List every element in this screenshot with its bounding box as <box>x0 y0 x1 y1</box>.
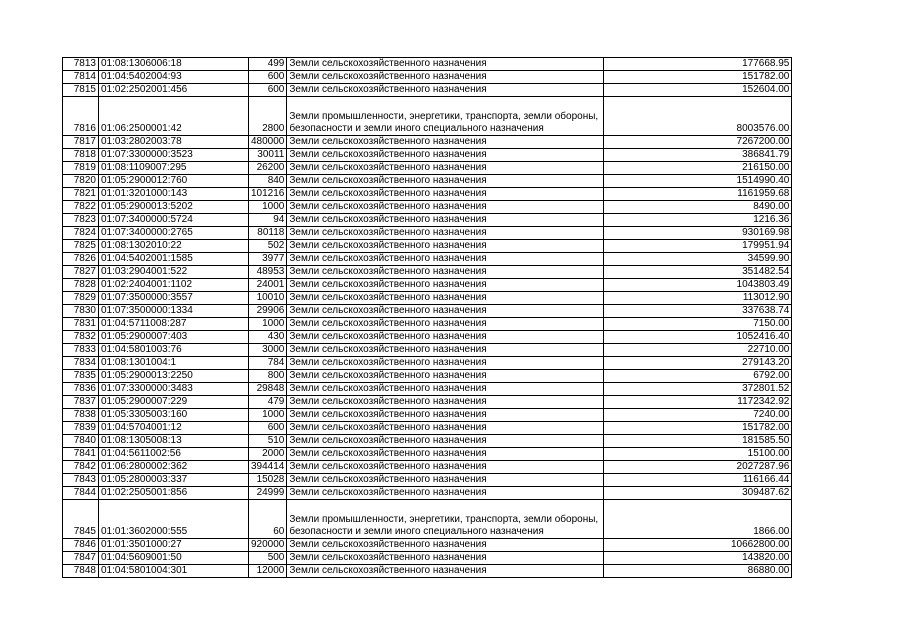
land-category-cell: Земли сельскохозяйственного назначения <box>287 162 604 175</box>
land-category-cell: Земли сельскохозяйственного назначения <box>287 370 604 383</box>
area-cell: 10010 <box>249 292 287 305</box>
cadastral-value-cell: 279143.20 <box>604 357 792 370</box>
area-cell: 3977 <box>249 253 287 266</box>
row-number-cell: 7827 <box>63 266 99 279</box>
cadastral-value-cell: 372801.52 <box>604 383 792 396</box>
land-category-cell: Земли сельскохозяйственного назначения <box>287 448 604 461</box>
cadastral-number-cell: 01:04:5611002:56 <box>99 448 249 461</box>
land-category-cell: Земли сельскохозяйственного назначения <box>287 409 604 422</box>
land-category-cell: Земли сельскохозяйственного назначения <box>287 318 604 331</box>
cadastral-number-cell: 01:02:2404001:1102 <box>99 279 249 292</box>
row-number-cell: 7829 <box>63 292 99 305</box>
area-cell: 499 <box>249 58 287 71</box>
cadastral-value-cell: 8003576.00 <box>604 97 792 136</box>
cadastral-number-cell: 01:04:5801003:76 <box>99 344 249 357</box>
table-row <box>63 461 792 474</box>
cadastral-number-cell: 01:07:3300000:3483 <box>99 383 249 396</box>
cadastral-value-cell: 337638.74 <box>604 305 792 318</box>
row-number-cell: 7836 <box>63 383 99 396</box>
area-cell: 600 <box>249 84 287 97</box>
land-category-cell: Земли сельскохозяйственного назначения <box>287 214 604 227</box>
table-row <box>63 227 792 240</box>
cadastral-number-cell: 01:05:2900012:760 <box>99 175 249 188</box>
land-category-cell: Земли сельскохозяйственного назначения <box>287 539 604 552</box>
row-number-cell: 7826 <box>63 253 99 266</box>
cadastral-number-cell: 01:02:2505001:856 <box>99 487 249 500</box>
cadastral-value-cell: 309487.62 <box>604 487 792 500</box>
cadastral-value-cell: 2027287.96 <box>604 461 792 474</box>
area-cell: 1000 <box>249 409 287 422</box>
area-cell: 510 <box>249 435 287 448</box>
table-row <box>63 292 792 305</box>
cadastral-number-cell: 01:04:5704001:12 <box>99 422 249 435</box>
table-row <box>63 188 792 201</box>
row-number-cell: 7839 <box>63 422 99 435</box>
land-plots-table-body <box>63 58 792 578</box>
land-category-cell: Земли сельскохозяйственного назначения <box>287 175 604 188</box>
cadastral-value-cell: 143820.00 <box>604 552 792 565</box>
cadastral-value-cell: 152604.00 <box>604 84 792 97</box>
cadastral-number-cell: 01:01:3602000:555 <box>99 500 249 539</box>
cadastral-number-cell: 01:01:3201000:143 <box>99 188 249 201</box>
cadastral-number-cell: 01:03:2802003:78 <box>99 136 249 149</box>
row-number-cell: 7845 <box>63 500 99 539</box>
land-category-cell: Земли сельскохозяйственного назначения <box>287 240 604 253</box>
area-cell: 1000 <box>249 201 287 214</box>
land-category-cell: Земли сельскохозяйственного назначения <box>287 461 604 474</box>
area-cell: 24999 <box>249 487 287 500</box>
cadastral-number-cell: 01:07:3400000:5724 <box>99 214 249 227</box>
row-number-cell: 7841 <box>63 448 99 461</box>
table-row <box>63 279 792 292</box>
row-number-cell: 7816 <box>63 97 99 136</box>
area-cell: 48953 <box>249 266 287 279</box>
area-cell: 479 <box>249 396 287 409</box>
land-category-cell: Земли сельскохозяйственного назначения <box>287 136 604 149</box>
cadastral-number-cell: 01:05:2900013:5202 <box>99 201 249 214</box>
area-cell: 26200 <box>249 162 287 175</box>
land-category-cell: Земли сельскохозяйственного назначения <box>287 188 604 201</box>
land-category-cell: Земли сельскохозяйственного назначения <box>287 435 604 448</box>
table-row <box>63 435 792 448</box>
area-cell: 800 <box>249 370 287 383</box>
table-row <box>63 383 792 396</box>
cadastral-value-cell: 1866.00 <box>604 500 792 539</box>
table-row <box>63 149 792 162</box>
cadastral-value-cell: 116166.44 <box>604 474 792 487</box>
cadastral-value-cell: 22710.00 <box>604 344 792 357</box>
row-number-cell: 7844 <box>63 487 99 500</box>
cadastral-number-cell: 01:01:3501000:27 <box>99 539 249 552</box>
area-cell: 80118 <box>249 227 287 240</box>
cadastral-value-cell: 8490.00 <box>604 201 792 214</box>
row-number-cell: 7831 <box>63 318 99 331</box>
row-number-cell: 7838 <box>63 409 99 422</box>
row-number-cell: 7818 <box>63 149 99 162</box>
row-number-cell: 7820 <box>63 175 99 188</box>
land-category-cell: Земли сельскохозяйственного назначения <box>287 357 604 370</box>
cadastral-number-cell: 01:05:3305003:160 <box>99 409 249 422</box>
row-number-cell: 7825 <box>63 240 99 253</box>
cadastral-number-cell: 01:06:2500001:42 <box>99 97 249 136</box>
cadastral-number-cell: 01:03:2904001:522 <box>99 266 249 279</box>
row-number-cell: 7822 <box>63 201 99 214</box>
row-number-cell: 7815 <box>63 84 99 97</box>
cadastral-value-cell: 181585.50 <box>604 435 792 448</box>
cadastral-number-cell: 01:02:2502001:456 <box>99 84 249 97</box>
row-number-cell: 7840 <box>63 435 99 448</box>
table-row <box>63 84 792 97</box>
row-number-cell: 7830 <box>63 305 99 318</box>
area-cell: 15028 <box>249 474 287 487</box>
table-row <box>63 71 792 84</box>
table-row <box>63 175 792 188</box>
area-cell: 600 <box>249 71 287 84</box>
cadastral-value-cell: 7150.00 <box>604 318 792 331</box>
cadastral-value-cell: 1216.36 <box>604 214 792 227</box>
cadastral-value-cell: 1052416.40 <box>604 331 792 344</box>
cadastral-value-cell: 7240.00 <box>604 409 792 422</box>
land-category-cell: Земли сельскохозяйственного назначения <box>287 331 604 344</box>
area-cell: 502 <box>249 240 287 253</box>
row-number-cell: 7823 <box>63 214 99 227</box>
cadastral-number-cell: 01:08:1109007:295 <box>99 162 249 175</box>
land-category-cell: Земли сельскохозяйственного назначения <box>287 266 604 279</box>
row-number-cell: 7819 <box>63 162 99 175</box>
land-category-cell: Земли сельскохозяйственного назначения <box>287 292 604 305</box>
cadastral-number-cell: 01:07:3400000:2765 <box>99 227 249 240</box>
land-category-cell: Земли сельскохозяйственного назначения <box>287 552 604 565</box>
area-cell: 2000 <box>249 448 287 461</box>
area-cell: 1000 <box>249 318 287 331</box>
cadastral-number-cell: 01:08:1302010:22 <box>99 240 249 253</box>
table-row <box>63 58 792 71</box>
table-row <box>63 305 792 318</box>
row-number-cell: 7847 <box>63 552 99 565</box>
row-number-cell: 7842 <box>63 461 99 474</box>
table-row <box>63 214 792 227</box>
cadastral-value-cell: 216150.00 <box>604 162 792 175</box>
row-number-cell: 7835 <box>63 370 99 383</box>
row-number-cell: 7828 <box>63 279 99 292</box>
cadastral-value-cell: 1514990.40 <box>604 175 792 188</box>
table-row <box>63 253 792 266</box>
cadastral-value-cell: 351482.54 <box>604 266 792 279</box>
area-cell: 12000 <box>249 565 287 578</box>
table-row <box>63 266 792 279</box>
cadastral-value-cell: 179951.94 <box>604 240 792 253</box>
area-cell: 101216 <box>249 188 287 201</box>
area-cell: 600 <box>249 422 287 435</box>
table-row <box>63 487 792 500</box>
row-number-cell: 7817 <box>63 136 99 149</box>
table-row <box>63 136 792 149</box>
table-row <box>63 318 792 331</box>
table-row <box>63 539 792 552</box>
land-plots-table <box>62 57 792 578</box>
row-number-cell: 7814 <box>63 71 99 84</box>
cadastral-value-cell: 86880.00 <box>604 565 792 578</box>
row-number-cell: 7837 <box>63 396 99 409</box>
land-category-cell: Земли сельскохозяйственного назначения <box>287 279 604 292</box>
cadastral-number-cell: 01:08:1305008:13 <box>99 435 249 448</box>
cadastral-number-cell: 01:08:1301004:1 <box>99 357 249 370</box>
cadastral-number-cell: 01:06:2800002:362 <box>99 461 249 474</box>
cadastral-number-cell: 01:05:2900007:403 <box>99 331 249 344</box>
area-cell: 29848 <box>249 383 287 396</box>
row-number-cell: 7832 <box>63 331 99 344</box>
table-row <box>63 240 792 253</box>
row-number-cell: 7848 <box>63 565 99 578</box>
land-category-cell: Земли сельскохозяйственного назначения <box>287 474 604 487</box>
table-row <box>63 344 792 357</box>
row-number-cell: 7846 <box>63 539 99 552</box>
cadastral-number-cell: 01:04:5609001:50 <box>99 552 249 565</box>
land-category-cell: Земли сельскохозяйственного назначения <box>287 71 604 84</box>
cadastral-number-cell: 01:04:5801004:301 <box>99 565 249 578</box>
area-cell: 920000 <box>249 539 287 552</box>
cadastral-value-cell: 386841.79 <box>604 149 792 162</box>
cadastral-value-cell: 151782.00 <box>604 422 792 435</box>
cadastral-value-cell: 1172342.92 <box>604 396 792 409</box>
row-number-cell: 7833 <box>63 344 99 357</box>
cadastral-value-cell: 1043803.49 <box>604 279 792 292</box>
table-row <box>63 396 792 409</box>
land-category-cell: Земли сельскохозяйственного назначения <box>287 383 604 396</box>
cadastral-value-cell: 6792.00 <box>604 370 792 383</box>
area-cell: 480000 <box>249 136 287 149</box>
area-cell: 94 <box>249 214 287 227</box>
cadastral-number-cell: 01:04:5711008:287 <box>99 318 249 331</box>
table-row <box>63 331 792 344</box>
land-category-cell: Земли сельскохозяйственного назначения <box>287 253 604 266</box>
area-cell: 500 <box>249 552 287 565</box>
cadastral-value-cell: 7267200.00 <box>604 136 792 149</box>
cadastral-number-cell: 01:07:3500000:3557 <box>99 292 249 305</box>
area-cell: 29906 <box>249 305 287 318</box>
area-cell: 430 <box>249 331 287 344</box>
cadastral-number-cell: 01:04:5402001:1585 <box>99 253 249 266</box>
cadastral-value-cell: 113012.90 <box>604 292 792 305</box>
area-cell: 394414 <box>249 461 287 474</box>
table-row <box>63 201 792 214</box>
table-row <box>63 409 792 422</box>
cadastral-number-cell: 01:07:3300000:3523 <box>99 149 249 162</box>
cadastral-value-cell: 177668.95 <box>604 58 792 71</box>
cadastral-value-cell: 34599.90 <box>604 253 792 266</box>
cadastral-number-cell: 01:05:2900013:2250 <box>99 370 249 383</box>
land-category-cell: Земли сельскохозяйственного назначения <box>287 149 604 162</box>
land-category-cell: Земли сельскохозяйственного назначения <box>287 344 604 357</box>
table-row <box>63 370 792 383</box>
land-category-cell: Земли промышленности, энергетики, транспорта, земли обороны, безопасности и земли иного специального назначения <box>287 97 604 136</box>
area-cell: 840 <box>249 175 287 188</box>
land-category-cell: Земли промышленности, энергетики, транспорта, земли обороны, безопасности и земли иного специального назначения <box>287 500 604 539</box>
land-category-cell: Земли сельскохозяйственного назначения <box>287 396 604 409</box>
land-category-cell: Земли сельскохозяйственного назначения <box>287 84 604 97</box>
area-cell: 24001 <box>249 279 287 292</box>
land-category-cell: Земли сельскохозяйственного назначения <box>287 422 604 435</box>
cadastral-value-cell: 1161959.68 <box>604 188 792 201</box>
table-row <box>63 162 792 175</box>
area-cell: 60 <box>249 500 287 539</box>
table-row <box>63 448 792 461</box>
cadastral-number-cell: 01:05:2800003:337 <box>99 474 249 487</box>
table-row <box>63 357 792 370</box>
land-category-cell: Земли сельскохозяйственного назначения <box>287 201 604 214</box>
row-number-cell: 7821 <box>63 188 99 201</box>
cadastral-value-cell: 10662800.00 <box>604 539 792 552</box>
table-row <box>63 565 792 578</box>
table-row <box>63 500 792 539</box>
land-category-cell: Земли сельскохозяйственного назначения <box>287 487 604 500</box>
table-row <box>63 552 792 565</box>
land-category-cell: Земли сельскохозяйственного назначения <box>287 565 604 578</box>
cadastral-number-cell: 01:07:3500000:1334 <box>99 305 249 318</box>
row-number-cell: 7843 <box>63 474 99 487</box>
land-category-cell: Земли сельскохозяйственного назначения <box>287 227 604 240</box>
row-number-cell: 7813 <box>63 58 99 71</box>
table-row <box>63 474 792 487</box>
table-row <box>63 422 792 435</box>
cadastral-number-cell: 01:04:5402004:93 <box>99 71 249 84</box>
land-category-cell: Земли сельскохозяйственного назначения <box>287 305 604 318</box>
cadastral-value-cell: 15100.00 <box>604 448 792 461</box>
area-cell: 784 <box>249 357 287 370</box>
area-cell: 2800 <box>249 97 287 136</box>
row-number-cell: 7834 <box>63 357 99 370</box>
cadastral-value-cell: 930169.98 <box>604 227 792 240</box>
area-cell: 30011 <box>249 149 287 162</box>
cadastral-number-cell: 01:05:2900007:229 <box>99 396 249 409</box>
cadastral-number-cell: 01:08:1306006:18 <box>99 58 249 71</box>
row-number-cell: 7824 <box>63 227 99 240</box>
land-category-cell: Земли сельскохозяйственного назначения <box>287 58 604 71</box>
table-row <box>63 97 792 136</box>
area-cell: 3000 <box>249 344 287 357</box>
cadastral-value-cell: 151782.00 <box>604 71 792 84</box>
